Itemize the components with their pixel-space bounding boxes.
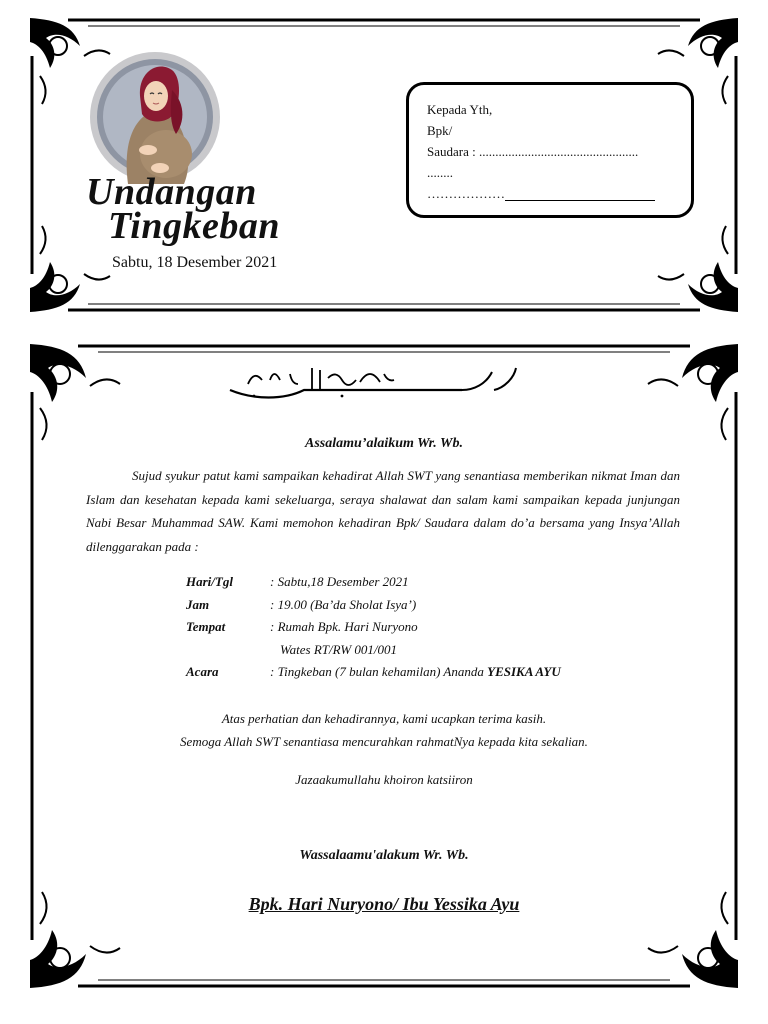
detail-label-event: Acara	[186, 664, 219, 679]
cover-title-line2: Tingkeban	[108, 205, 280, 247]
farewell-greeting: Wassalaamu'alakum Wr. Wb.	[299, 848, 469, 863]
detail-label-time: Jam	[186, 596, 210, 612]
basmala-calligraphy	[224, 360, 524, 404]
closing-prayer: Semoga Allah SWT senantiasa mencurahkan rahmatNya kepada kita sekalian.	[180, 734, 588, 749]
address-line-1: Kepada Yth,	[427, 102, 493, 117]
cover-title-line1: Undangan	[86, 171, 257, 213]
recipient-address-box	[406, 82, 694, 218]
closing-thanks: Atas perhatian dan kehadirannya, kami ucapkan terima kasih.	[221, 711, 547, 726]
hosts-signature	[28, 894, 740, 915]
detail-event-text: : Tingkeban (7 bulan kehamilan) Ananda	[270, 664, 488, 679]
detail-value-day: : Sabtu,18 Desember 2021	[270, 574, 409, 589]
address-line-2: Bpk/	[427, 123, 453, 138]
address-line-3: Saudara : .................................................	[427, 144, 639, 159]
closing-dua: Jazaakumullahu khoiron katsiiron	[295, 772, 473, 787]
detail-value-place: : Rumah Bpk. Hari Nuryono	[270, 619, 418, 634]
detail-event-name: YESIKA AYU	[487, 664, 561, 679]
address-dots: ………………	[427, 186, 505, 201]
detail-label-day: Hari/Tgl	[186, 574, 233, 589]
letter-card	[28, 342, 740, 990]
address-underline	[505, 190, 655, 201]
detail-value-time: : 19.00 (Ba’da Sholat Isya’)	[270, 596, 417, 612]
intro-paragraph	[86, 464, 680, 558]
greeting: Assalamu’alaikum Wr. Wb.	[305, 436, 463, 451]
pregnant-woman-illustration	[88, 50, 222, 184]
cover-date: Sabtu, 18 Desember 2021	[112, 254, 278, 271]
detail-label-place: Tempat	[186, 619, 226, 634]
intro-text: Sujud syukur patut kami sampaikan kehadirat Allah SWT yang senantiasa memberikan nikmat Iman dan Islam dan kesehatan kepada kami sekeluarga, seraya shalawat dan salam kami sampaikan kepada junjungan Nabi Besar Muhammad SAW. Kami memohon kehadiran Bpk/ Saudara dalam do’a bersama yang Insya’Allah dilenggarakan pada :	[86, 468, 680, 554]
detail-value-event	[270, 664, 561, 680]
cover-card	[28, 16, 740, 314]
hosts-names: Bpk. Hari Nuryono/ Ibu Yessika Ayu	[248, 894, 520, 914]
detail-value-place-2: Wates RT/RW 001/001	[280, 641, 398, 657]
address-line-5	[427, 183, 673, 204]
address-line-4: ........	[427, 165, 453, 180]
